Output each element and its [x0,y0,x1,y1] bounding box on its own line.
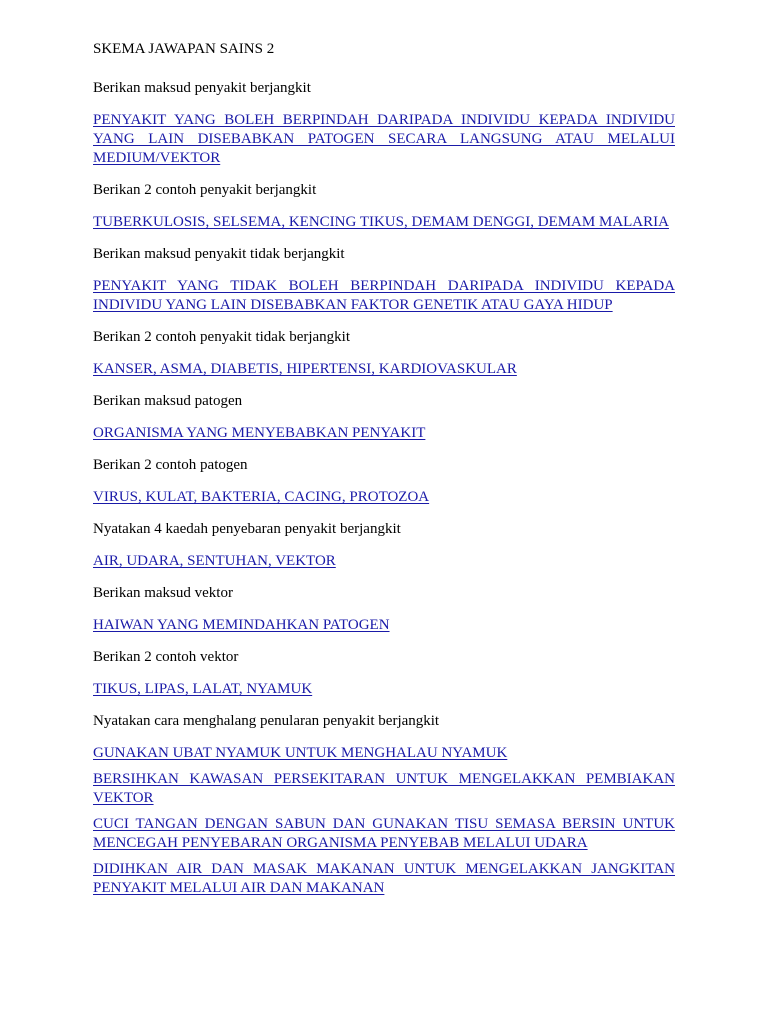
answer-text: BERSIHKAN KAWASAN PERSEKITARAN UNTUK MENGELAKKAN PEMBIAKAN VEKTOR [93,771,675,806]
answer-text: AIR, UDARA, SENTUHAN, VEKTOR [93,553,336,569]
answer-text: PENYAKIT YANG BOLEH BERPINDAH DARIPADA INDIVIDU KEPADA INDIVIDU YANG LAIN DISEBABKAN PATOGEN SECARA LANGSUNG ATAU MELALUI MEDIUM/VEKTOR [93,112,675,166]
question-text: Nyatakan 4 kaedah penyebaran penyakit berjangkit [93,521,401,537]
document-page [93,40,675,911]
question-text: Berikan 2 contoh penyakit tidak berjangkit [93,329,351,345]
question-text: Berikan 2 contoh penyakit berjangkit [93,182,317,198]
question-text: Nyatakan cara menghalang penularan penyakit berjangkit [93,713,440,729]
question-text: Berikan 2 contoh vektor [93,649,239,665]
qa-list [93,79,675,898]
answer-text: HAIWAN YANG MEMINDAHKAN PATOGEN [93,617,390,633]
question-text: Berikan maksud vektor [93,585,233,601]
answer-text: TUBERKULOSIS, SELSEMA, KENCING TIKUS, DEMAM DENGGI, DEMAM MALARIA [93,214,669,230]
question-text: Berikan maksud penyakit tidak berjangkit [93,246,345,262]
answer-text: KANSER, ASMA, DIABETIS, HIPERTENSI, KARDIOVASKULAR [93,361,517,377]
answer-text: GUNAKAN UBAT NYAMUK UNTUK MENGHALAU NYAMUK [93,745,508,761]
question-text: Berikan maksud penyakit berjangkit [93,80,311,96]
answer-text: TIKUS, LIPAS, LALAT, NYAMUK [93,681,313,697]
answer-text: PENYAKIT YANG TIDAK BOLEH BERPINDAH DARIPADA INDIVIDU KEPADA INDIVIDU YANG LAIN DISEBABKAN FAKTOR GENETIK ATAU GAYA HIDUP [93,278,675,313]
answer-text: VIRUS, KULAT, BAKTERIA, CACING, PROTOZOA [93,489,430,505]
question-text: Berikan 2 contoh patogen [93,457,248,473]
answer-text: DIDIHKAN AIR DAN MASAK MAKANAN UNTUK MENGELAKKAN JANGKITAN PENYAKIT MELALUI AIR DAN MAKANAN [93,861,675,896]
answer-text: ORGANISMA YANG MENYEBABKAN PENYAKIT [93,425,426,441]
document-title: SKEMA JAWAPAN SAINS 2 [93,41,275,57]
answer-text: CUCI TANGAN DENGAN SABUN DAN GUNAKAN TISU SEMASA BERSIN UNTUK MENCEGAH PENYEBARAN ORGANISMA PENYEBAB MELALUI UDARA [93,816,675,851]
question-text: Berikan maksud patogen [93,393,243,409]
